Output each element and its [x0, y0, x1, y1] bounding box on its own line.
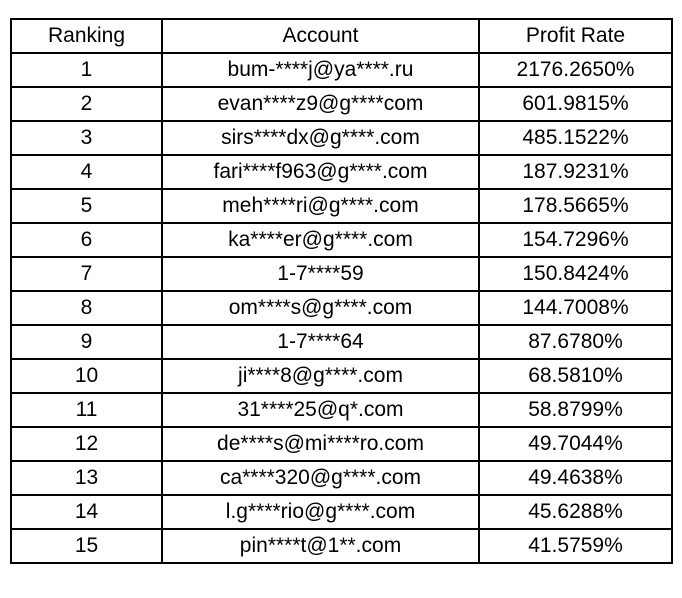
table-body: [11, 53, 672, 563]
cell-profit-rate: 150.8424%: [479, 257, 672, 291]
cell-profit-rate: 49.7044%: [479, 427, 672, 461]
cell-account: 31****25@q*.com: [162, 393, 479, 427]
ranking-table: [10, 18, 673, 564]
cell-ranking: 13: [11, 461, 162, 495]
cell-ranking: 5: [11, 189, 162, 223]
cell-account: ka****er@g****.com: [162, 223, 479, 257]
cell-profit-rate: 58.8799%: [479, 393, 672, 427]
table-row: [11, 53, 672, 87]
cell-profit-rate: 601.9815%: [479, 87, 672, 121]
cell-account: de****s@mi****ro.com: [162, 427, 479, 461]
cell-account: om****s@g****.com: [162, 291, 479, 325]
cell-account: 1-7****59: [162, 257, 479, 291]
table-row: [11, 495, 672, 529]
cell-ranking: 14: [11, 495, 162, 529]
cell-account: meh****ri@g****.com: [162, 189, 479, 223]
table-row: [11, 87, 672, 121]
cell-ranking: 9: [11, 325, 162, 359]
header-profit-rate: Profit Rate: [479, 19, 672, 53]
table-header: [11, 19, 672, 53]
cell-profit-rate: 87.6780%: [479, 325, 672, 359]
cell-account: 1-7****64: [162, 325, 479, 359]
cell-ranking: 11: [11, 393, 162, 427]
cell-profit-rate: 41.5759%: [479, 529, 672, 563]
cell-ranking: 12: [11, 427, 162, 461]
table-row: [11, 257, 672, 291]
cell-ranking: 6: [11, 223, 162, 257]
table-row: [11, 393, 672, 427]
cell-account: sirs****dx@g****.com: [162, 121, 479, 155]
cell-profit-rate: 49.4638%: [479, 461, 672, 495]
cell-account: ca****320@g****.com: [162, 461, 479, 495]
table-row: [11, 529, 672, 563]
cell-ranking: 10: [11, 359, 162, 393]
table-row: [11, 325, 672, 359]
cell-ranking: 15: [11, 529, 162, 563]
table-row: [11, 155, 672, 189]
cell-account: l.g****rio@g****.com: [162, 495, 479, 529]
header-row: [11, 19, 672, 53]
table-row: [11, 223, 672, 257]
cell-account: bum-****j@ya****.ru: [162, 53, 479, 87]
cell-profit-rate: 187.9231%: [479, 155, 672, 189]
cell-ranking: 1: [11, 53, 162, 87]
table-row: [11, 291, 672, 325]
table-row: [11, 359, 672, 393]
header-account: Account: [162, 19, 479, 53]
cell-profit-rate: 144.7008%: [479, 291, 672, 325]
cell-profit-rate: 68.5810%: [479, 359, 672, 393]
table-row: [11, 461, 672, 495]
table-row: [11, 121, 672, 155]
cell-ranking: 8: [11, 291, 162, 325]
cell-profit-rate: 2176.2650%: [479, 53, 672, 87]
cell-profit-rate: 178.5665%: [479, 189, 672, 223]
cell-ranking: 3: [11, 121, 162, 155]
table-row: [11, 427, 672, 461]
cell-ranking: 7: [11, 257, 162, 291]
cell-profit-rate: 154.7296%: [479, 223, 672, 257]
table-row: [11, 189, 672, 223]
cell-ranking: 2: [11, 87, 162, 121]
cell-profit-rate: 485.1522%: [479, 121, 672, 155]
cell-account: evan****z9@g****com: [162, 87, 479, 121]
cell-ranking: 4: [11, 155, 162, 189]
header-ranking: Ranking: [11, 19, 162, 53]
cell-account: pin****t@1**.com: [162, 529, 479, 563]
cell-account: fari****f963@g****.com: [162, 155, 479, 189]
cell-profit-rate: 45.6288%: [479, 495, 672, 529]
cell-account: ji****8@g****.com: [162, 359, 479, 393]
